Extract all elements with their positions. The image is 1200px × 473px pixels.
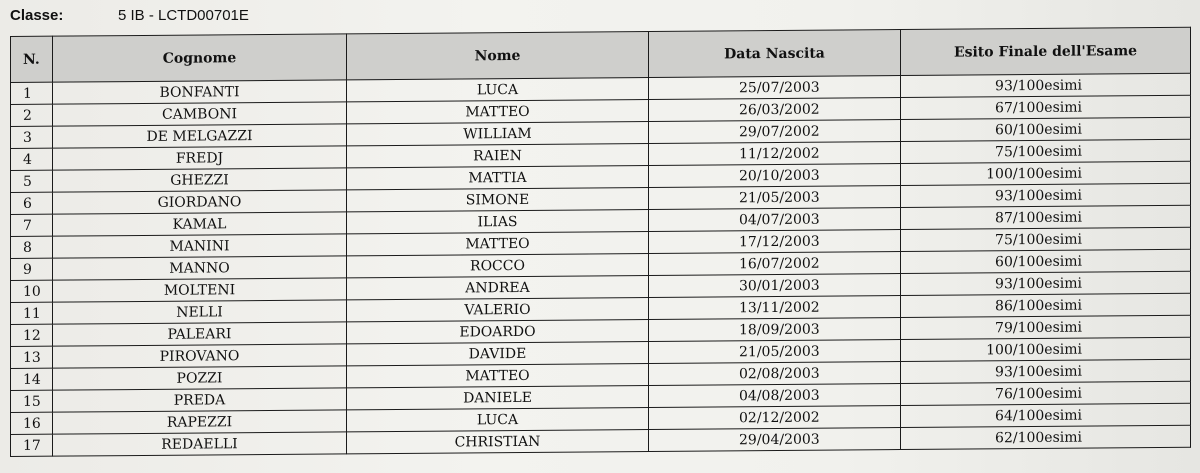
header-data-nascita: Data Nascita xyxy=(649,30,901,78)
row-esito: 67/100esimi xyxy=(901,95,1191,119)
row-data-nascita: 02/12/2002 xyxy=(649,406,901,430)
row-number: 8 xyxy=(11,236,53,258)
row-number: 3 xyxy=(11,126,53,148)
row-data-nascita: 16/07/2002 xyxy=(649,252,901,276)
row-nome: DANIELE xyxy=(347,385,649,409)
row-number: 17 xyxy=(11,434,53,456)
row-cognome: CAMBONI xyxy=(53,102,347,126)
row-nome: SIMONE xyxy=(347,187,649,211)
row-number: 15 xyxy=(11,390,53,412)
header-esito: Esito Finale dell'Esame xyxy=(901,27,1191,75)
row-number: 10 xyxy=(11,280,53,302)
row-cognome: MANINI xyxy=(53,234,347,258)
row-cognome: PIROVANO xyxy=(53,344,347,368)
row-data-nascita: 21/05/2003 xyxy=(649,186,901,210)
row-nome: CHRISTIAN xyxy=(347,429,649,453)
row-cognome: MOLTENI xyxy=(53,278,347,302)
row-nome: LUCA xyxy=(347,407,649,431)
row-data-nascita: 18/09/2003 xyxy=(649,318,901,342)
row-cognome: RAPEZZI xyxy=(53,410,347,434)
row-esito: 93/100esimi xyxy=(901,359,1191,383)
results-table-wrapper xyxy=(10,27,1190,457)
row-number: 14 xyxy=(11,368,53,390)
row-number: 2 xyxy=(11,104,53,126)
row-cognome: NELLI xyxy=(53,300,347,324)
header-cognome: Cognome xyxy=(53,34,347,82)
row-data-nascita: 17/12/2003 xyxy=(649,230,901,254)
row-data-nascita: 29/07/2002 xyxy=(649,120,901,144)
row-nome: EDOARDO xyxy=(347,319,649,343)
row-number: 5 xyxy=(11,170,53,192)
row-esito: 79/100esimi xyxy=(901,315,1191,339)
row-nome: RAIEN xyxy=(347,143,649,167)
row-nome: ANDREA xyxy=(347,275,649,299)
row-data-nascita: 29/04/2003 xyxy=(649,428,901,452)
row-nome: DAVIDE xyxy=(347,341,649,365)
row-nome: LUCA xyxy=(347,77,649,101)
row-cognome: FREDJ xyxy=(53,146,347,170)
row-cognome: BONFANTI xyxy=(53,80,347,104)
row-nome: MATTEO xyxy=(347,363,649,387)
row-data-nascita: 30/01/2003 xyxy=(649,274,901,298)
row-nome: MATTEO xyxy=(347,99,649,123)
row-cognome: GHEZZI xyxy=(53,168,347,192)
row-data-nascita: 04/07/2003 xyxy=(649,208,901,232)
row-cognome: PALEARI xyxy=(53,322,347,346)
row-number: 6 xyxy=(11,192,53,214)
row-number: 11 xyxy=(11,302,53,324)
row-esito: 60/100esimi xyxy=(901,117,1191,141)
row-esito: 75/100esimi xyxy=(901,227,1191,251)
row-number: 4 xyxy=(11,148,53,170)
header-number: N. xyxy=(11,36,53,82)
row-number: 12 xyxy=(11,324,53,346)
row-data-nascita: 13/11/2002 xyxy=(649,296,901,320)
row-data-nascita: 25/07/2003 xyxy=(649,76,901,100)
row-esito: 60/100esimi xyxy=(901,249,1191,273)
row-cognome: POZZI xyxy=(53,366,347,390)
row-number: 1 xyxy=(11,82,53,104)
row-number: 9 xyxy=(11,258,53,280)
row-esito: 100/100esimi xyxy=(901,161,1191,185)
row-cognome: REDAELLI xyxy=(53,432,347,456)
row-cognome: GIORDANO xyxy=(53,190,347,214)
row-cognome: DE MELGAZZI xyxy=(53,124,347,148)
row-esito: 100/100esimi xyxy=(901,337,1191,361)
row-cognome: MANNO xyxy=(53,256,347,280)
class-label: Classe: xyxy=(10,7,64,24)
row-cognome: KAMAL xyxy=(53,212,347,236)
row-esito: 87/100esimi xyxy=(901,205,1191,229)
row-data-nascita: 21/05/2003 xyxy=(649,340,901,364)
header-nome: Nome xyxy=(347,31,649,79)
row-number: 13 xyxy=(11,346,53,368)
row-number: 7 xyxy=(11,214,53,236)
class-header xyxy=(10,7,249,24)
row-nome: MATTIA xyxy=(347,165,649,189)
row-data-nascita: 04/08/2003 xyxy=(649,384,901,408)
row-number: 16 xyxy=(11,412,53,434)
row-esito: 93/100esimi xyxy=(901,183,1191,207)
results-table xyxy=(10,27,1191,457)
row-esito: 64/100esimi xyxy=(901,403,1191,427)
row-cognome: PREDA xyxy=(53,388,347,412)
row-data-nascita: 20/10/2003 xyxy=(649,164,901,188)
row-nome: ILIAS xyxy=(347,209,649,233)
row-data-nascita: 26/03/2002 xyxy=(649,98,901,122)
row-esito: 76/100esimi xyxy=(901,381,1191,405)
row-esito: 93/100esimi xyxy=(901,73,1191,97)
row-esito: 62/100esimi xyxy=(901,425,1191,449)
class-code: 5 IB - LCTD00701E xyxy=(118,7,249,24)
row-nome: VALERIO xyxy=(347,297,649,321)
row-data-nascita: 02/08/2003 xyxy=(649,362,901,386)
row-esito: 93/100esimi xyxy=(901,271,1191,295)
row-nome: ROCCO xyxy=(347,253,649,277)
row-nome: WILLIAM xyxy=(347,121,649,145)
row-esito: 75/100esimi xyxy=(901,139,1191,163)
row-data-nascita: 11/12/2002 xyxy=(649,142,901,166)
table-body xyxy=(11,73,1191,456)
row-esito: 86/100esimi xyxy=(901,293,1191,317)
row-nome: MATTEO xyxy=(347,231,649,255)
